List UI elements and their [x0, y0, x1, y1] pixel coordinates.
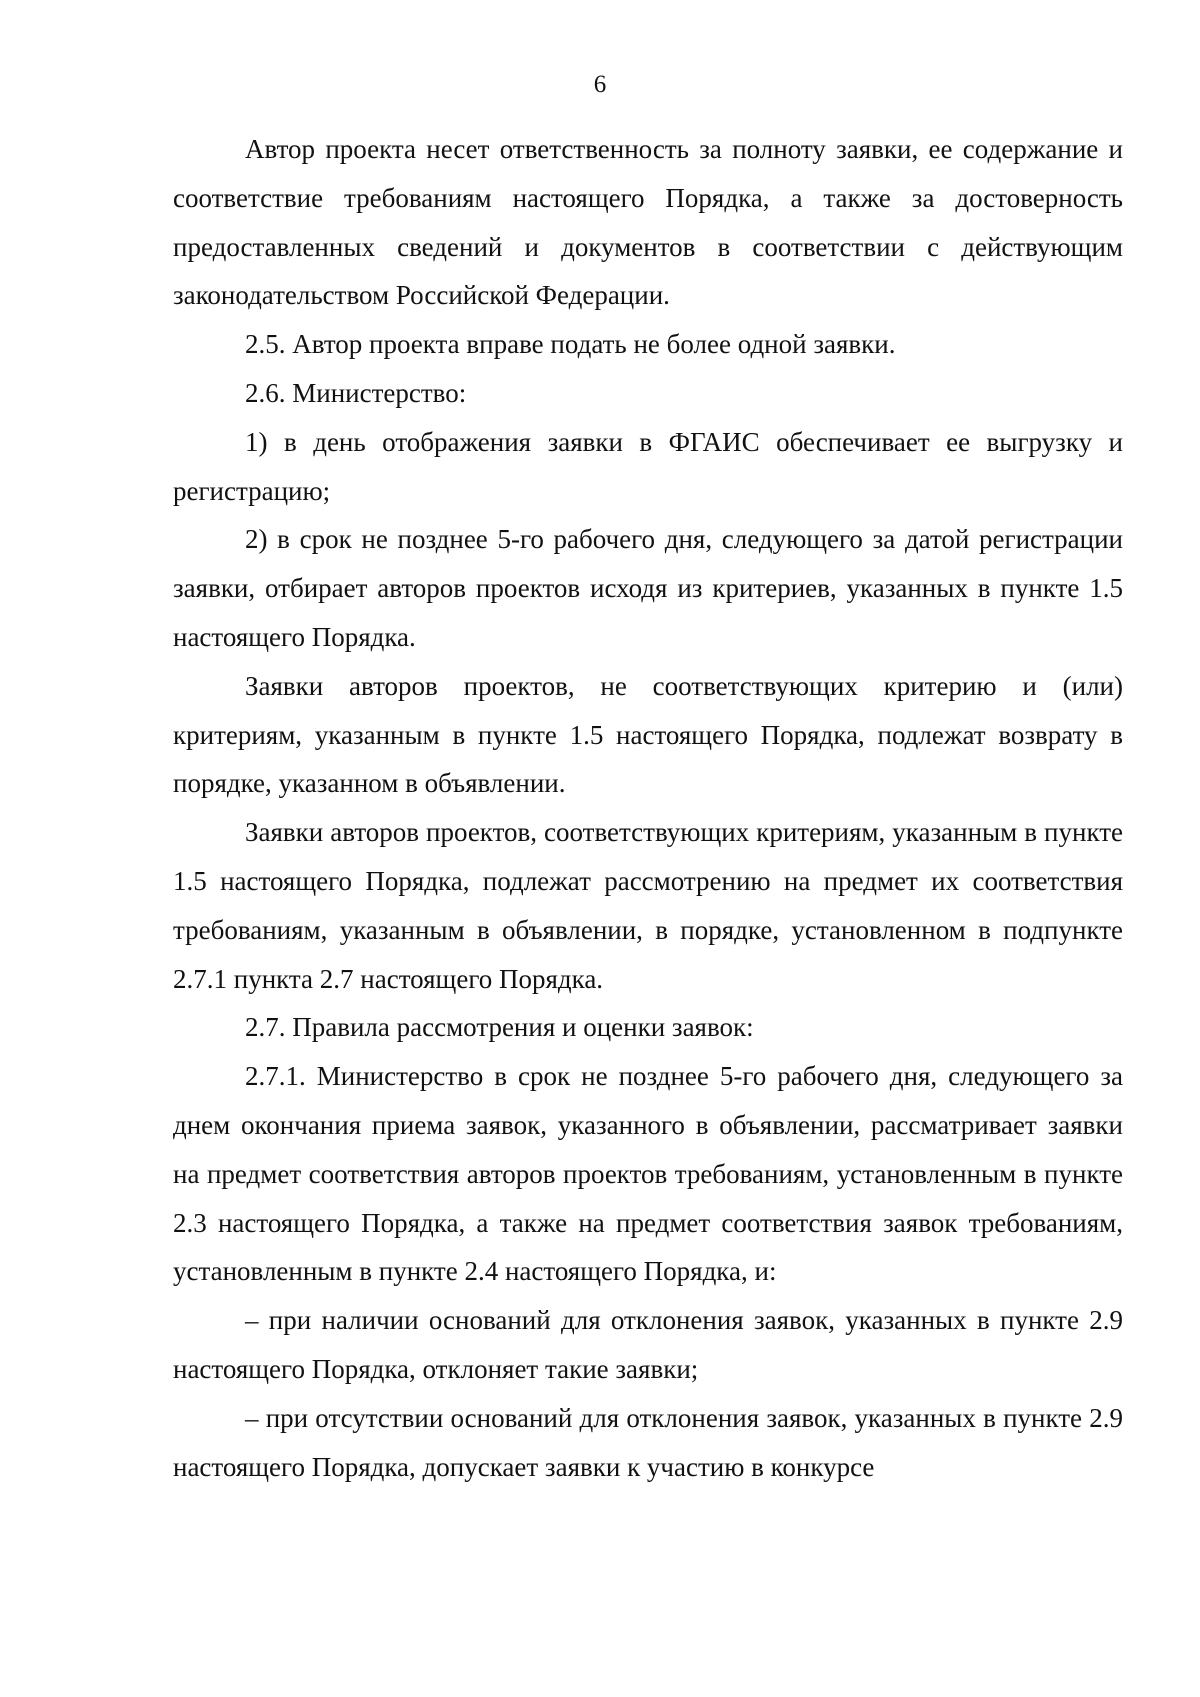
paragraph-2-6-item-2: 2) в срок не позднее 5-го рабочего дня, следующего за датой регистрации заявки, отбирает авторов проектов исходя из критериев, указанных в пункте 1.5 настоящего Порядка.	[173, 524, 1123, 652]
paragraph-responsibility: Автор проекта несет ответственность за полноту заявки, ее содержание и соответствие требованиям настоящего Порядка, а также за достоверность предоставленных сведений и документов в соответствии с действующим законодательством Российской Федерации.	[173, 134, 1123, 311]
page-number: 6	[593, 71, 607, 98]
paragraph-review-applications: Заявки авторов проектов, соответствующих критериям, указанным в пункте 1.5 настоящего Порядка, подлежат рассмотрению на предмет их соответствия требованиям, указанным в объявлении, в порядке, установленном в подпункте 2.7.1 пункта 2.7 настоящего Порядка.	[173, 817, 1123, 994]
paragraph-2-7: 2.7. Правила рассмотрения и оценки заявок:	[245, 1012, 754, 1043]
paragraph-2-5: 2.5. Автор проекта вправе подать не более одной заявки.	[245, 329, 896, 360]
paragraph-2-6-item-1: 1) в день отображения заявки в ФГАИС обеспечивает ее выгрузку и регистрацию;	[173, 426, 1123, 506]
paragraph-2-6: 2.6. Министерство:	[245, 377, 467, 408]
paragraph-return-applications: Заявки авторов проектов, не соответствующих критерию и (или) критериям, указанным в пункте 1.5 настоящего Порядка, подлежат возврату в порядке, указанном в объявлении.	[173, 670, 1123, 799]
list-item-admit: – при отсутствии оснований для отклонения заявок, указанных в пункте 2.9 настоящего Порядка, допускает заявки к участию в конкурсе	[173, 1402, 1123, 1482]
paragraph-2-7-1: 2.7.1. Министерство в срок не позднее 5-го рабочего дня, следующего за днем окончания приема заявок, указанного в объявлении, рассматривает заявки на предмет соответствия авторов проектов требованиям, установленным в пункте 2.3 настоящего Порядка, а также на предмет соответствия заявок требованиям, установленным в пункте 2.4 настоящего Порядка, и:	[173, 1061, 1123, 1287]
list-item-reject: – при наличии оснований для отклонения заявок, указанных в пункте 2.9 настоящего Порядка, отклоняет такие заявки;	[173, 1305, 1123, 1384]
document-body	[173, 125, 1123, 1491]
